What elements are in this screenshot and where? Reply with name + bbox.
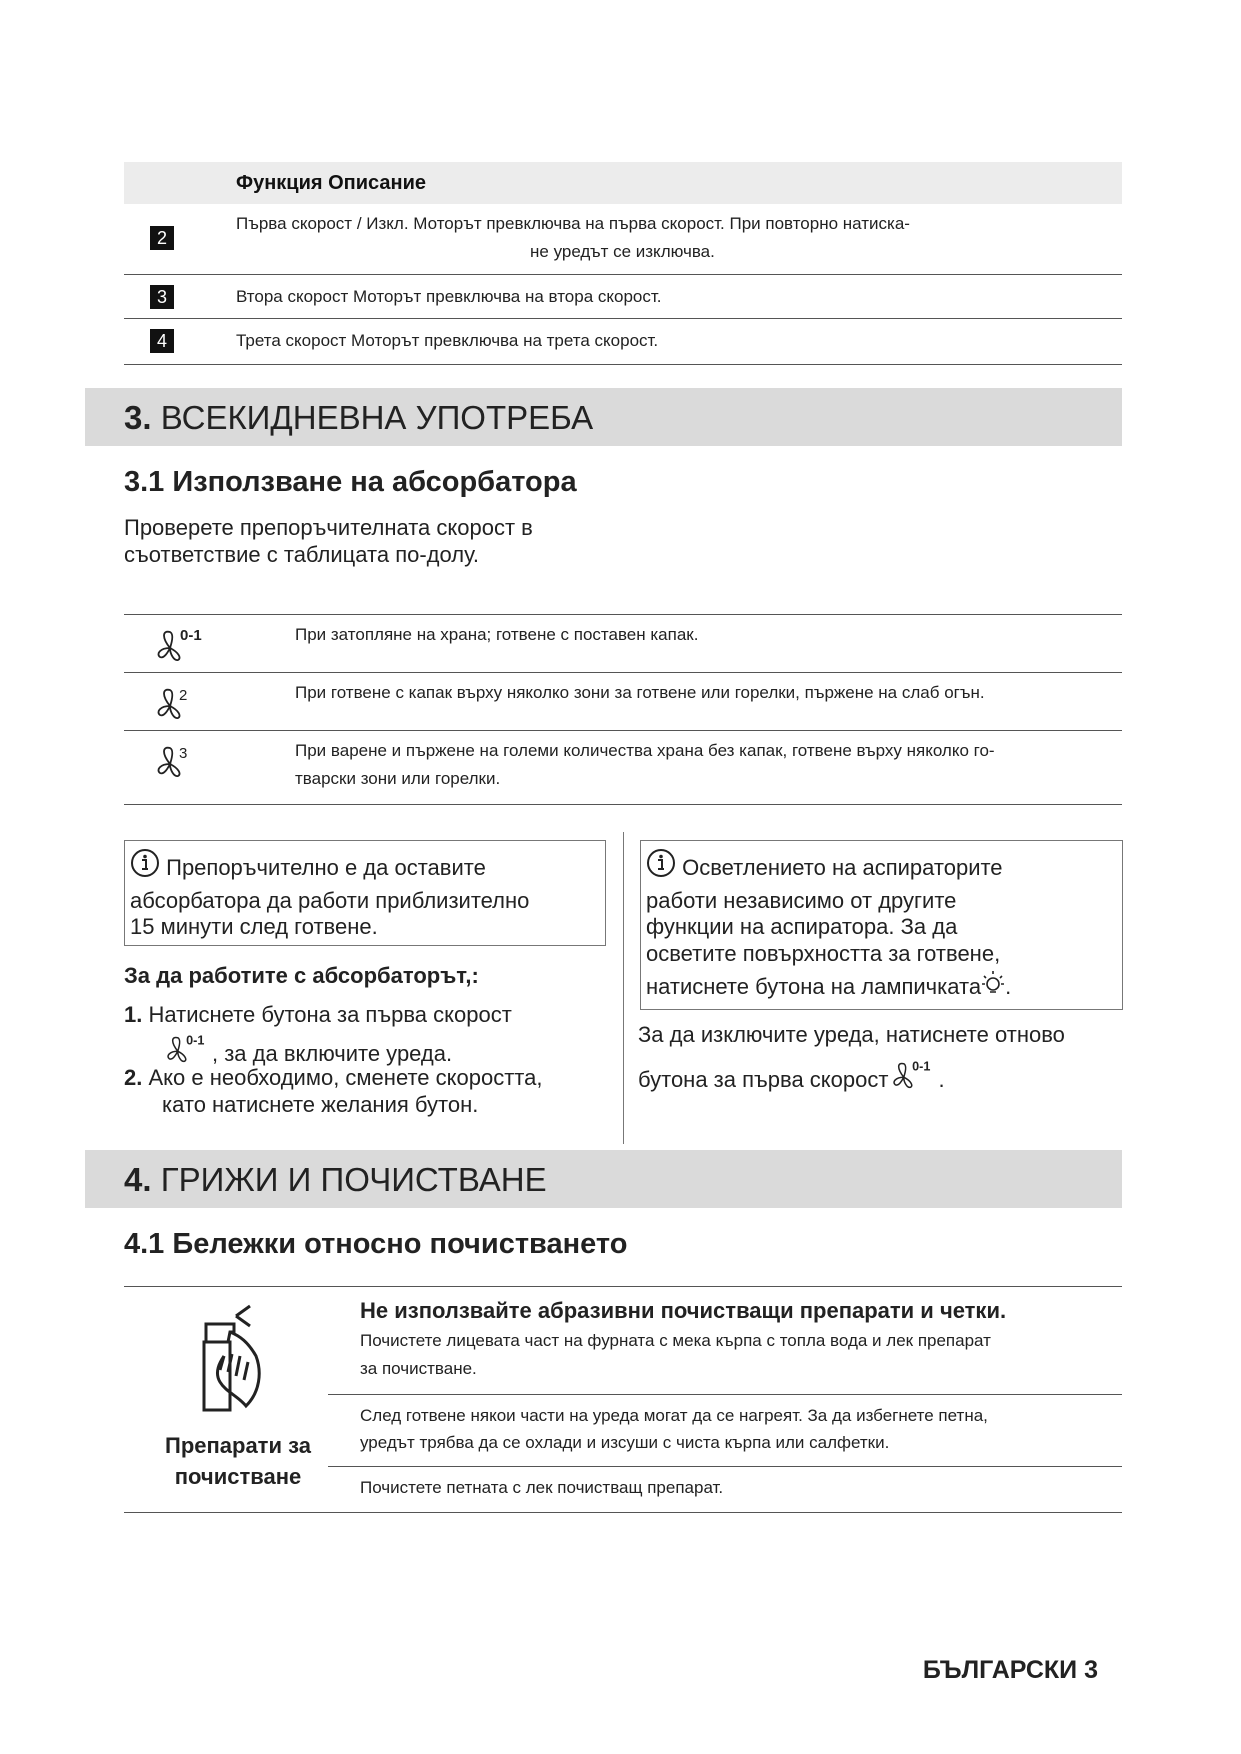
table-divider (124, 1512, 1122, 1513)
step-2-line1: 2. Ако е необходимо, сменете скоростта, (124, 1065, 543, 1090)
lamp-icon (981, 968, 1005, 996)
button-number-2: 2 (150, 226, 174, 250)
cleaning-note-2-line1: След готвене някои части на уреда могат да се нагреят. За да избегнете петна, (360, 1406, 988, 1425)
info-right-line3: функции на аспиратора. За да (646, 914, 958, 939)
table-divider (124, 672, 1122, 673)
function-table-header-label: Функция Описание (236, 172, 427, 194)
fan-speed-label: 0-1 (912, 1059, 931, 1074)
cleaning-bold-note: Не използвайте абразивни почистващи препарати и четки. (360, 1298, 1007, 1323)
page-footer: БЪЛГАРСКИ 3 (922, 1656, 1098, 1684)
table-divider (328, 1394, 1122, 1395)
step-2-line2: като натиснете желания бутон. (162, 1092, 479, 1117)
fan-speed-2-icon (152, 682, 210, 720)
info-left-line1: Препоръчително е да оставите (130, 848, 486, 881)
fan-speed-label: 0-1 (186, 1033, 205, 1048)
table-divider (124, 274, 1122, 275)
button-number-3: 3 (150, 285, 174, 309)
info-icon (130, 848, 160, 878)
function-row-4: Трета скорост Моторът превключва на трета скорост. (236, 331, 659, 350)
speed-row-2-text: При готвене с капак върху няколко зони за готвене или горелки, пържене на слаб огън. (295, 683, 985, 702)
section-4-title: 4. ГРИЖИ И ПОЧИСТВАНЕ (124, 1161, 547, 1198)
fan-speed-0-1-icon (888, 1057, 938, 1089)
function-row-2-line2: не уредът се изключва. (530, 242, 715, 261)
fan-speed-label: 3 (179, 745, 188, 762)
speed-row-3-line2: тварски зони или горелки. (295, 769, 501, 788)
table-divider (328, 1466, 1122, 1467)
table-divider (124, 730, 1122, 731)
info-right-line5: натиснете бутона на лампичката . (646, 968, 1011, 1000)
function-row-3: Втора скорост Моторът превключва на втора скорост. (236, 287, 662, 306)
speed-row-1-text: При затопляне на храна; готвене с поставен капак. (295, 625, 699, 644)
fan-speed-0-1-icon (152, 624, 210, 662)
table-divider (124, 804, 1122, 805)
cleaning-note-1-line1: Почистете лицевата част на фурната с мека кърпа с топла вода и лек препарат (360, 1331, 991, 1350)
fan-speed-label: 0-1 (180, 627, 202, 644)
table-divider (124, 1286, 1122, 1287)
off-line-2: бутона за първа скорост 0-1 . (638, 1057, 945, 1093)
steps-title: За да работите с абсорбаторът,: (124, 963, 479, 988)
section-3-1-subtitle: 3.1 Използване на абсорбатора (124, 466, 577, 498)
intro-line-1: Проверете препоръчителната скорост в (124, 515, 533, 540)
table-divider (124, 364, 1122, 365)
cleaning-note-2-line2: уредът трябва да се охлади и изсуши с чиста кърпа или салфетки. (360, 1433, 890, 1452)
info-right-line4: осветите повърхността за готвене, (646, 941, 1001, 966)
button-number-4: 4 (150, 329, 174, 353)
section-3-title: 3. ВСЕКИДНЕВНА УПОТРЕБА (124, 399, 594, 436)
fan-speed-3-icon (152, 740, 210, 778)
fan-speed-0-1-icon (162, 1031, 212, 1063)
step-1-line1: 1. Натиснете бутона за първа скорост (124, 1002, 512, 1027)
function-row-2-line1: Първа скорост / Изкл. Моторът превключва на първа скорост. При повторно натиска- (236, 214, 910, 233)
off-line-1: За да изключите уреда, натиснете отново (638, 1022, 1065, 1047)
table-divider (124, 318, 1122, 319)
cleaning-note-1-line2: за почистване. (360, 1359, 477, 1378)
intro-line-2: съответствие с таблицата по-долу. (124, 542, 480, 567)
cleaning-icon-label: Препарати за почистване (165, 1433, 311, 1489)
section-4-1-subtitle: 4.1 Бележки относно почистването (124, 1228, 628, 1260)
info-right-line1: Осветлението на аспираторите (646, 848, 1003, 881)
info-right-line2: работи независимо от другите (646, 888, 957, 913)
fan-speed-label: 2 (179, 687, 188, 704)
speed-row-3-line1: При варене и пържене на големи количества храна без капак, готвене върху няколко го- (295, 741, 995, 760)
info-left-line2: абсорбатора да работи приблизително (130, 888, 530, 913)
column-divider (623, 832, 624, 1144)
info-icon (646, 848, 676, 878)
cleaning-note-3: Почистете петната с лек почистващ препарат. (360, 1478, 724, 1497)
step-1-line2: 0-1 , за да включите уреда. (162, 1031, 452, 1067)
table-divider (124, 614, 1122, 615)
info-left-line3: 15 минути след готвене. (130, 914, 378, 939)
cleaning-spray-icon (190, 1296, 280, 1420)
